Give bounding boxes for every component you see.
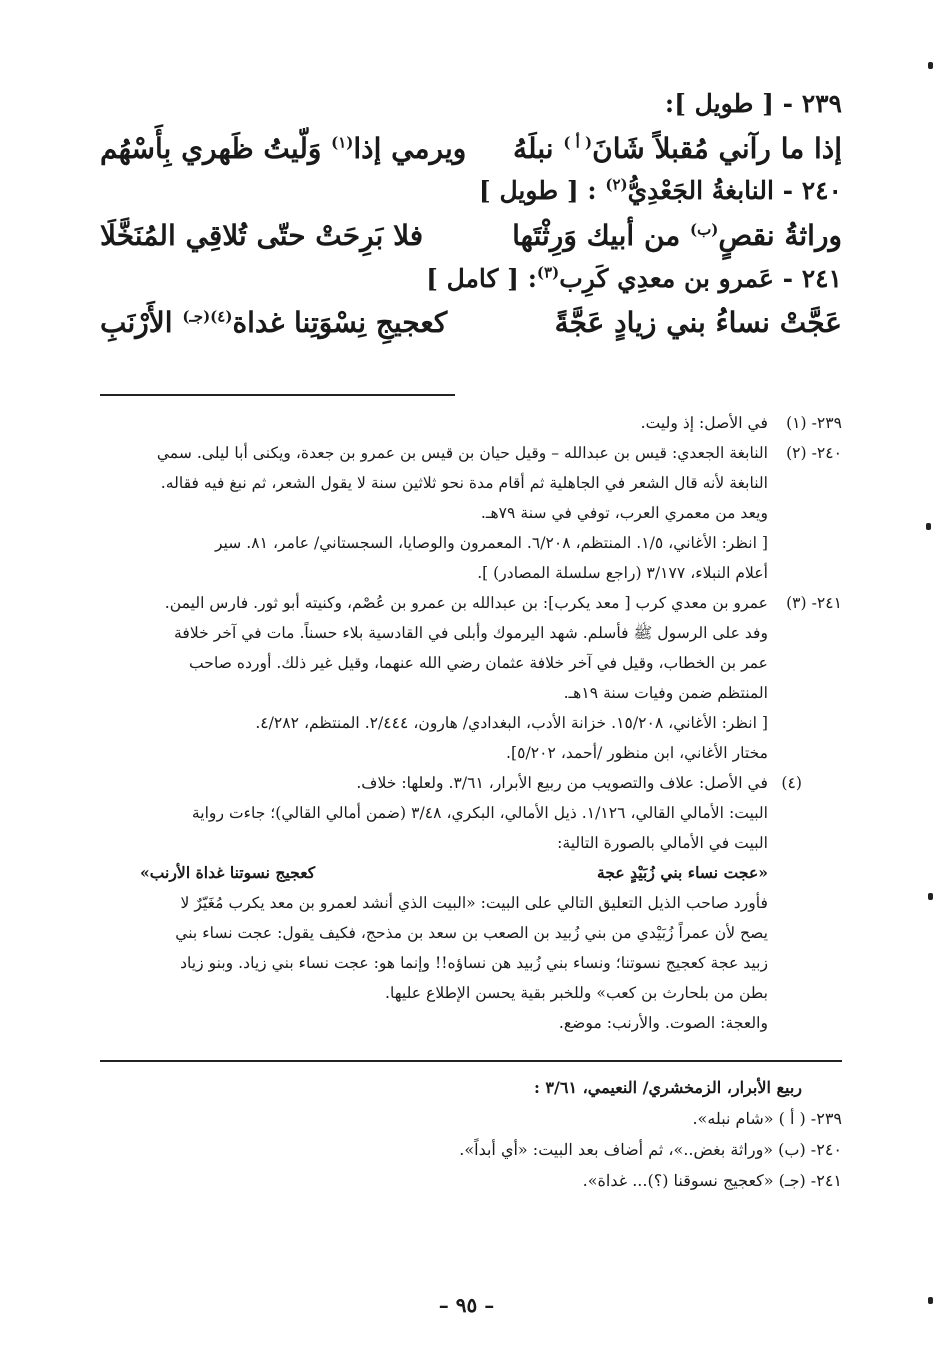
footnote-line: في الأصل: علاف والتصويب من ربيع الأبرار، ٣/٦١. ولعلها: خلاف. (356, 773, 768, 792)
verse-239-second-hemistich: ويرمي إذا$^{(١)}$ وَلّيتُ ظَهري بِأَسْهُم (100, 131, 467, 165)
verse-239-first-hemistich: إذا ما رآني مُقبلاً شَانَ$^{( أ )}$ نبلَهُ (513, 131, 842, 165)
footnote-line: زبيد عجة كعجيج نسوتنا؛ ونساء بني زُبيد هن نساؤه!! وإنما هو: عجت نساء بني زياد. وبنو زياد (180, 953, 768, 972)
page-body (100, 88, 842, 1196)
margin-mark (926, 523, 931, 530)
footnote-line: في الأصل: إذ وليت. (640, 413, 768, 432)
footnote-label: ٢٤١- (٣) (786, 593, 842, 612)
footnote-line: أعلام النبلاء، ٣/١٧٧ (راجع سلسلة المصادر) ]. (477, 563, 768, 582)
variants-separator (100, 1060, 842, 1062)
footnote-line: ويعد من معمري العرب، توفي في سنة ٧٩هـ. (480, 503, 768, 522)
footnote-line: عمر بن الخطاب، وقيل في آخر خلافة عثمان رضي الله عنهما، وقيل غير ذلك. أورده صاحب (189, 653, 768, 672)
footnote-line: البيت في الأمالي بالصورة التالية: (557, 833, 768, 852)
quoted-verse-second: كعجيج نسوتنا غداة الأرنب» (140, 862, 316, 882)
footnote-line: المنتظم ضمن وفيات سنة ١٩هـ. (563, 683, 768, 702)
footnote-line: مختار الأغاني، ابن منظور /أحمد، ٥/٢٠٢]. (506, 743, 768, 762)
footnote-line: عمرو بن معدي كرب [ معد يكرب]: بن عبدالله بن عمرو بن عُصْم، وكنيته أبو ثور. فارس اليمن. (164, 593, 768, 612)
footnote-label: ٢٤٠- (٢) (786, 443, 842, 462)
footnote-line: النابغة الجعدي: قيس بن عبدالله – وقيل حيان بن قيس بن عمرو بن جعدة، ويكنى أبا ليلى. سمي (156, 443, 768, 462)
verse-240 (100, 214, 842, 259)
quoted-verse-first: «عجت نساء بني زُبَيْدٍ عجة (596, 862, 768, 882)
footnotes (100, 408, 842, 1038)
footnote-separator (100, 394, 455, 396)
page-number: – ٩٥ – (438, 1293, 495, 1317)
footnote-line: فأورد صاحب الذيل التعليق التالي على البيت: «البيت الذي أنشد لعمرو بن معد يكرب مُغَيّرٌ لا (180, 893, 768, 912)
quoted-verse (100, 858, 768, 888)
poem-heading-241: ٢٤١ - عَمرو بن معدِي كَرِب$^{(٣)}$: [ كامل ] (426, 263, 842, 293)
footnote-241-3 (100, 588, 842, 768)
variant-source: ربيع الأبرار، الزمخشري/ النعيمي، ٣/٦١ : (533, 1077, 802, 1097)
margin-mark (928, 893, 933, 900)
verse-239 (100, 127, 842, 172)
footnote-line: يصح لأن عمراً زُبَيْدي من بني زُبيد بن الصعب بن سعد بن مذحج، فكيف يقول: عجت نساء بني (175, 923, 768, 942)
footnote-240-2 (100, 438, 842, 588)
footnote-label: ٢٣٩- (١) (786, 413, 842, 432)
footnote-line: [ انظر: الأغاني، ١٥/٢٠٨. خزانة الأدب، البغدادي/ هارون، ٢/٤٤٤. المنتظم، ٤/٢٨٢. (255, 713, 768, 732)
variant-readings (100, 1072, 842, 1196)
footnote-line: وفد على الرسول ﷺ فأسلم. شهد اليرموك وأبلى في القادسية بلاء حسناً. مات في آخر خلافة (174, 623, 768, 642)
variant-item: ٢٣٩- ( أ ) «شام نبله». (692, 1108, 842, 1128)
footnote-line: البيت: الأمالي القالي، ١/١٢٦. ذيل الأمالي، البكري، ٣/٤٨ (ضمن أمالي القالي)؛ جاءت رواية (191, 803, 768, 822)
verse-241 (100, 301, 842, 346)
poem-heading-239: ٢٣٩ - [ طويل ]: (664, 89, 842, 118)
footnote-line: النابغة لأنه قال الشعر في الجاهلية ثم أقام مدة نحو ثلاثين سنة لا يقول الشعر، ثم نبغ فيه فقاله. (160, 473, 768, 492)
verse-240-first-hemistich: وراثةُ نقصٍ$^{(ب)}$ من أبيك وَرِثْتَها (512, 218, 842, 252)
footnote-4 (100, 768, 842, 1038)
footnote-line: [ انظر: الأغاني، ١/٥. المنتظم، ٦/٢٠٨. المعمرون والوصايا، السجستاني/ عامر، ٨١. سير (214, 533, 768, 552)
footnote-label: (٤) (781, 773, 802, 792)
variant-item: ٢٤١- (جـ) «كعجيج نسوقنا (؟)... غداة». (582, 1170, 842, 1190)
footnote-line: والعجة: الصوت. والأرنب: موضع. (558, 1013, 768, 1032)
footnote-239-1 (100, 408, 842, 438)
verse-241-second-hemistich: كعجيجِ نِسْوَتِنا غداة$^{(٤)(جـ)}$ الأَرْنَبِ (100, 306, 448, 340)
footnote-line: بطن من بلحارث بن كعب» وللخبر بقية يحسن الإطلاع عليها. (385, 983, 768, 1002)
poem-heading-240: ٢٤٠ - النابغةُ الجَعْدِيُّ$^{(٢)}$ : [ طويل ] (478, 175, 842, 206)
margin-mark (928, 62, 933, 69)
variant-item: ٢٤٠- (ب) «وراثة بغض..»، ثم أضاف بعد البيت: «أي أبداً». (459, 1139, 842, 1159)
verse-241-first-hemistich: عَجَّتْ نساءُ بني زيادٍ عَجَّةً (554, 306, 842, 340)
verse-240-second-hemistich: فلا بَرِحَتْ حتّى تُلاقِي المُنَخَّلَا (100, 218, 424, 252)
